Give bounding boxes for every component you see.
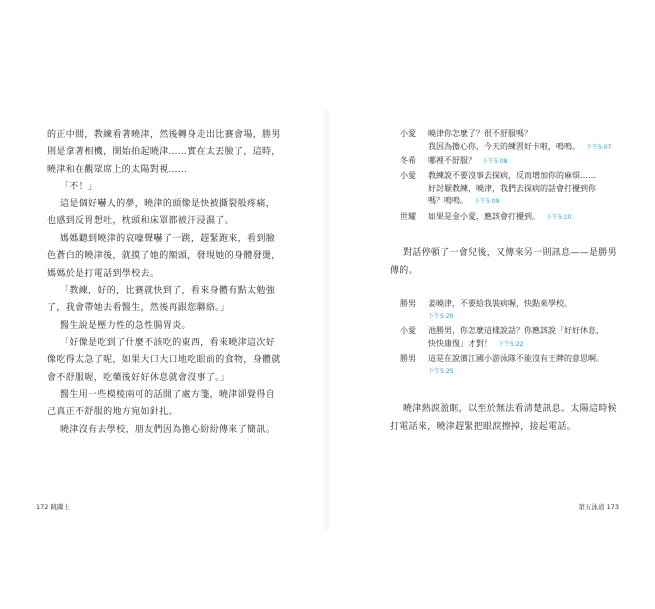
- speaker-name: 勝男: [400, 299, 416, 308]
- left-page: [0, 0, 327, 609]
- timestamp: 下午5:22: [498, 340, 524, 348]
- paragraph: 曉津熱淚盈眶，以至於無法看清楚訊息。太陽這時候 打電話來，曉津趕緊把眼淚擦掉，接起電話。: [390, 404, 617, 432]
- speaker-name: 世耀: [400, 212, 416, 221]
- timestamp: 下午5:07: [586, 143, 612, 151]
- message-text: 曉津你怎麼了？很不舒服嗎？ 我因為擔心你，今天的練習好卡啦，嗚嗚。: [428, 129, 580, 151]
- page-number-left: 172 跳躍上: [36, 503, 70, 511]
- message-text: 這是在說濱江國小游泳隊不能沒有王牌的意思啊。: [428, 354, 604, 363]
- paragraph: 「教練，好的，比賽就快到了，看來身體有點太勉強 了，我會帶她去看醫生，然後再跟您聯絡。」: [47, 286, 276, 314]
- speaker-name: 小愛: [400, 326, 416, 335]
- timestamp: 下午5:25: [428, 367, 454, 375]
- paragraph: 醫生用一些模棱兩可的話開了處方箋，曉津卻覺得自 己真正不舒服的地方宛如針扎。: [47, 390, 276, 418]
- page-number-right: 第五泳道 173: [578, 503, 619, 511]
- paragraph: 這是個好嚇人的夢，曉津的頭像是快被撕裂般疼痛， 也感到反胃想吐，枕頭和床罩都被汗浸濕了。: [47, 199, 276, 227]
- timestamp: 下午5:09: [474, 198, 500, 205]
- speaker-name: 小愛: [400, 129, 416, 138]
- message-text: 池勝男，你怎麼這樣說話？你應該說「好好休息， 快快康復」才對！: [428, 326, 604, 348]
- timestamp: 下午5:08: [482, 158, 508, 165]
- paragraph: 曉津沒有去學校，朋友們因為擔心紛紛傳來了簡訊。: [60, 425, 276, 435]
- speaker-name: 小愛: [400, 171, 416, 180]
- message-text: 哪裡不舒服？: [428, 156, 476, 165]
- timestamp: 下午5:20: [428, 312, 454, 320]
- paragraph: 對話停頓了一會兒後，又傳來另一則訊息——是勝男 傳的。: [390, 248, 617, 276]
- speaker-name: 冬希: [400, 156, 416, 165]
- message-text: 姜曉津，不要給我裝病喔，快點來學校。: [428, 299, 572, 308]
- paragraph: 媽媽聽到曉津的哀嚎聲嚇了一跳，趕緊跑來，看到臉 色蒼白的曉津後，就摸了她的額頭，發現她的身體發燙， 媽媽於是打電話到學校去。: [47, 234, 281, 279]
- message-text: 教練說不要沒事去探病，反而增加你的麻煩…… 好討厭教練，曉津，我們去探病的話會打擾到你 嗎？嗚嗚。: [428, 171, 596, 205]
- paragraph: 「不！」: [60, 182, 98, 192]
- message-text: 如果是金小愛，應該會打擾到。: [428, 212, 540, 221]
- paragraph: 「好像是吃到了什麼不該吃的東西，看來曉津這次好 像吃得太急了呢，如果大口大口地吃眼前的食物，身體就 會不舒服喔，吃藥後好好休息就會沒事了。」: [47, 338, 281, 383]
- paragraph: 的正中間，教練看著曉津，然後轉身走出比賽會場，勝男 則是拿著相機，開始拍起曉津……實在太丟臉了，這時， 曉津和在觀眾席上的太陽對視……: [47, 130, 281, 175]
- paragraph: 醫生說是壓力性的急性腸胃炎。: [60, 321, 191, 331]
- right-page: [328, 0, 655, 609]
- timestamp: 下午5:10: [546, 214, 572, 221]
- speaker-name: 勝男: [400, 354, 416, 363]
